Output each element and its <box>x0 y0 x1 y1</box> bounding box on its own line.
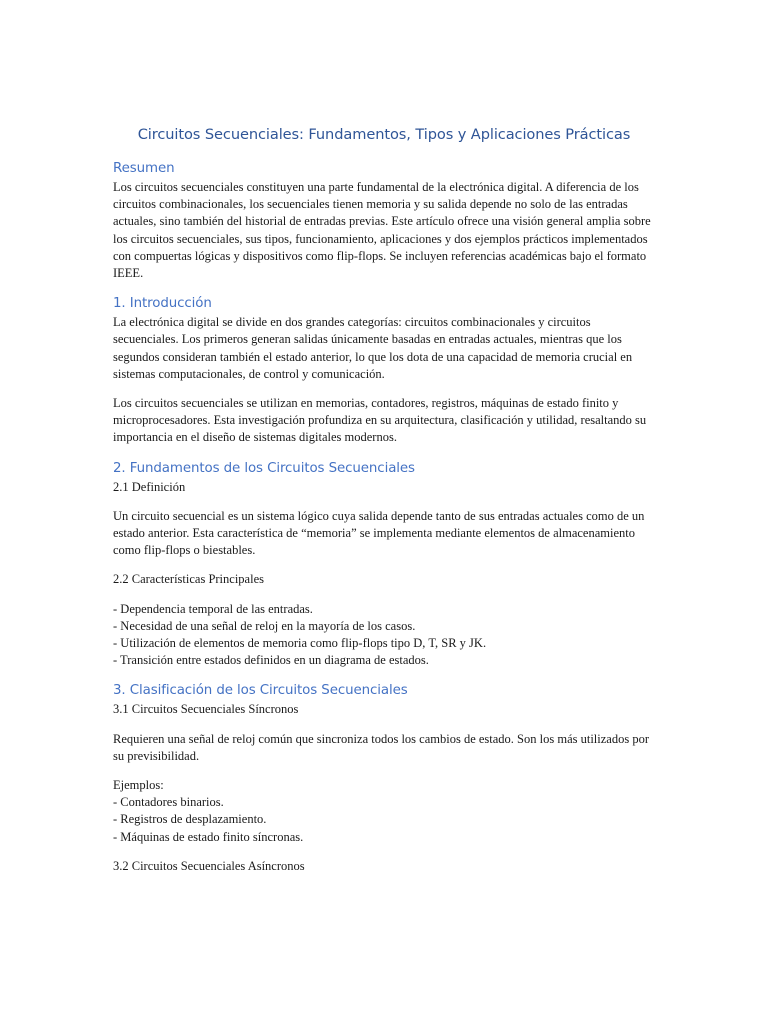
document-title: Circuitos Secuenciales: Fundamentos, Tipos y Aplicaciones Prácticas <box>137 126 631 143</box>
intro-paragraph-2: Los circuitos secuenciales se utilizan en memorias, contadores, registros, máquinas de estado finito y microprocesadores. Esta investigación profundiza en su arquitectura, clasificación y utilidad, resaltando su importancia en el diseño de sistemas digitales modernos. <box>113 396 647 445</box>
ejemplos-label: Ejemplos: <box>113 778 164 793</box>
resumen-paragraph: Los circuitos secuenciales constituyen una parte fundamental de la electrónica digital. A diferencia de los circuitos combinacionales, los secuenciales tienen memoria y su salida depende no solo de las entradas actuales, sino también del historial de entradas previas. Este artículo ofrece una visión general amplia sobre los circuitos secuenciales, sus tipos, funcionamiento, aplicaciones y dos ejemplos prácticos implementados con compuertas lógicas y dispositivos como flip-flops. Se incluyen referencias académicas bajo el formato IEEE. <box>113 180 651 281</box>
list-item: - Dependencia temporal de las entradas. <box>113 601 313 616</box>
fundamentos-heading: 2. Fundamentos de los Circuitos Secuenciales <box>113 460 415 476</box>
list-item: - Necesidad de una señal de reloj en la mayoría de los casos. <box>113 618 416 633</box>
clasificacion-heading: 3. Clasificación de los Circuitos Secuenciales <box>113 683 408 699</box>
intro-heading: 1. Introducción <box>113 296 212 312</box>
document-content <box>113 120 655 875</box>
caracteristicas-list <box>113 601 655 670</box>
sincronos-subheading: 3.1 Circuitos Secuenciales Síncronos <box>113 702 299 717</box>
caracteristicas-subheading: 2.2 Características Principales <box>113 572 264 587</box>
list-item: - Registros de desplazamiento. <box>113 812 267 827</box>
sincronos-paragraph: Requieren una señal de reloj común que sincroniza todos los cambios de estado. Son los más utilizados por su previsibilidad. <box>113 731 649 763</box>
definicion-subheading: 2.1 Definición <box>113 479 186 494</box>
asincronos-subheading: 3.2 Circuitos Secuenciales Asíncronos <box>113 858 305 873</box>
list-item: - Máquinas de estado finito síncronas. <box>113 829 304 844</box>
resumen-heading: Resumen <box>113 161 175 176</box>
list-item: - Transición entre estados definidos en un diagrama de estados. <box>113 653 429 668</box>
list-item: - Utilización de elementos de memoria como flip-flops tipo D, T, SR y JK. <box>113 636 487 651</box>
ejemplos-list <box>113 777 655 846</box>
definicion-paragraph: Un circuito secuencial es un sistema lógico cuya salida depende tanto de sus entradas actuales como de un estado anterior. Esta característica de “memoria” se implementa mediante elementos de almacenamiento como flip-flops o biestables. <box>113 508 645 558</box>
intro-paragraph-1: La electrónica digital se divide en dos grandes categorías: circuitos combinacionales y circuitos secuenciales. Los primeros generan salidas únicamente basadas en entradas actuales, mientras que los segundos consideran también el estado anterior, lo que los dota de una capacidad de memoria crucial en sistemas computacionales, de control y comunicación. <box>113 315 633 381</box>
list-item: - Contadores binarios. <box>113 795 224 810</box>
